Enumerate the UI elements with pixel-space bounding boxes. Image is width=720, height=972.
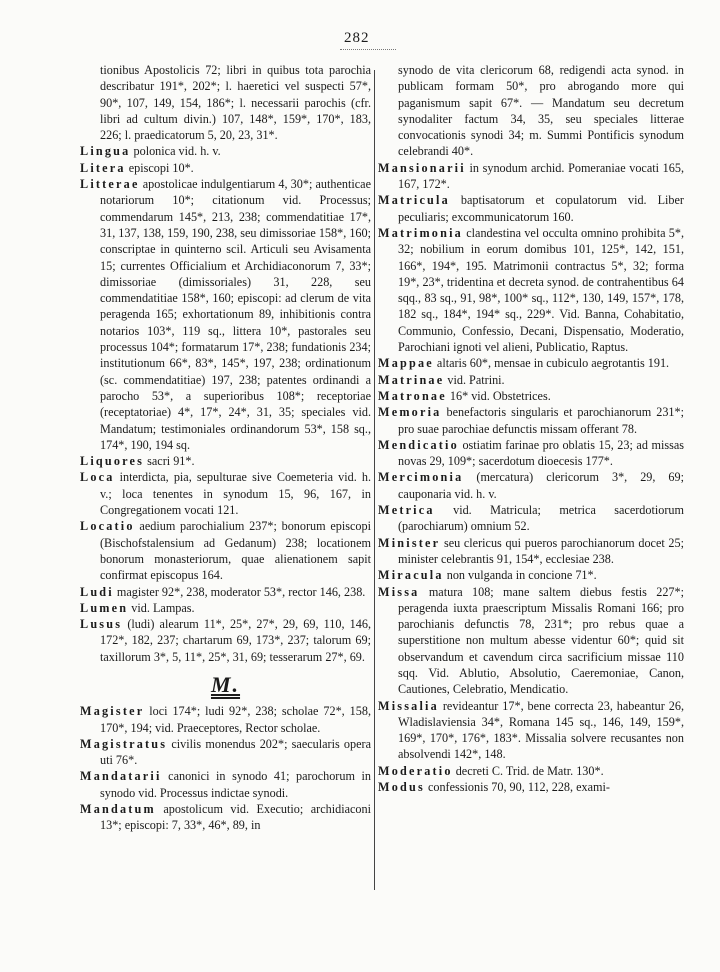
entry-text: vid. Matricula; metrica sacerdotiorum (parochiarum) omnium 52. (398, 503, 684, 534)
entry-text: 16* vid. Obstetrices. (446, 388, 551, 403)
entry-headword: Liquores (80, 454, 145, 469)
entry-text: clandestina vel occulta omnino prohibita 5*, 32; nobilium in eorum domibus 101, 125*, 142, 151, 166*, 194*, 195. Matrimonii contractus 5*, 32; forma 19*, 23*, tridentina et decreta synod. de contrahentibus 64 sqq., 83 sq., 91, 98*, 100* sq., 112*, 130, 149, 157*, 178, 182 sq., 184*, 194* sq., 229*. Vid. Banna, Cohabitatio, Communio, Confessio, Decani, Dispensatio, Moderatio, Parochiani ignoti vel alieni, Publicatio, Raptus. (398, 225, 684, 355)
entry-headword: Mandatarii (80, 769, 162, 784)
entry-headword: Metrica (378, 503, 435, 518)
index-entry (80, 736, 371, 769)
index-entry-continuation: synodo de vita clericorum 68, redigendi acta synod. in publicam formam 50*, pro abrogando more qui paganismum sapit 67*. — Mandatum seu decretum synodaliter factum 34, 35, seu speciales litterae convocationis synodi 34; m. Summi Pontificis synodum celebrandi 40*. (398, 63, 684, 159)
index-entry (378, 567, 684, 583)
entry-text: aedium parochialium 237*; bonorum episcopi (Bischofstalensium ad Gedanum) 238; locationem bonorum monasteriorum, quae alienationem sapit confirmat episcopus 164. (100, 519, 371, 583)
index-entry (80, 768, 371, 801)
page-number: 282 (344, 30, 370, 46)
index-entry (378, 160, 684, 193)
entry-headword: Matrimonia (378, 225, 463, 240)
entry-headword: Locatio (80, 519, 135, 534)
entry-text: apostolicae indulgentiarum 4, 30*; authenticae notariorum 10*; citationum vid. Processus; commendarum 145*, 213, 238; commendatitiae 17*, 31, 137, 138, 159, 190, 238, seu dimissoriae 158*, 160; conscriptae in quinterno scil. Articuli seu Avisamenta 15; currentes Officialium et Archidiaconorum 7, 33*; dimissoriae (dimissoriales) 31, 228, seu commendatitiae 158*, 160; episcopi: ad clerum de vita peragenda 165; exhortationum 89, inhibitionis contra notarios 103*, 119 sq., littera 10*, pastorales seu processus 104*; formatarum 17*, 238; fundationis 234; institutionum 66*, 83*, 145*, 197, 238; ordinationum (sc. commendatitiae) 197, 238; patentes ordinandi a parocho 53*, a superioribus 108*; receptoriae (receptatoriae) 4*, 17*, 24*, 31, 35; speciales vid. Mandatum; testimoniales ordinandorum 53*, 158 sq., 174*, 190, 194 sq. (100, 177, 371, 452)
index-entry (378, 779, 684, 795)
index-entry (80, 600, 371, 616)
entry-headword: Miracula (378, 568, 444, 583)
entry-headword: Mercimonia (378, 470, 464, 485)
entry-text: seu clericus qui pueros parochianorum docet 25; minister celebrantis 91, 154*, ecclesiae 238. (398, 535, 684, 566)
entry-headword: Lusus (80, 617, 123, 632)
index-entry (378, 763, 684, 779)
entry-headword: Mansionarii (378, 160, 466, 175)
entry-headword: Mendicatio (378, 437, 459, 452)
entry-headword: Magister (80, 704, 145, 719)
index-entry (80, 469, 371, 518)
entry-headword: Mandatum (80, 802, 156, 817)
entry-headword: Litera (80, 160, 126, 175)
entry-text: canonici in synodo 41; parochorum in synodo vid. Processus indictae synodi. (100, 769, 371, 800)
entry-text: benefactoris singularis et parochianorum 231*; pro suae parochiae defunctis missam offerant 78. (398, 405, 684, 436)
entry-text: (mercatura) clericorum 3*, 29, 69; cauponaria vid. h. v. (398, 470, 684, 501)
index-entry (80, 453, 371, 469)
index-entry (80, 518, 371, 583)
entry-text: altaris 60*, mensae in cubiculo aegrotantis 191. (433, 356, 670, 371)
entry-headword: Matronae (378, 388, 447, 403)
index-entry (378, 469, 684, 502)
index-entry (80, 176, 371, 453)
entry-text: ostiatim farinae pro oblatis 15, 23; ad missas novas 29, 109*; sacerdotum dioecesis 177*. (398, 437, 684, 469)
entry-headword: Moderatio (378, 763, 453, 778)
right-column (378, 62, 684, 795)
entry-headword: Missalia (378, 698, 439, 713)
entry-headword: Magistratus (80, 736, 168, 751)
entry-text: sacri 91*. (144, 454, 195, 469)
entry-headword: Litterae (80, 177, 140, 192)
entry-text: loci 174*; ludi 92*, 238; scholae 72*, 158, 170*, 194; vid. Praeceptores, Rector scholae. (100, 704, 371, 735)
index-entry (80, 584, 371, 600)
entry-headword: Lingua (80, 144, 131, 159)
index-entry (378, 404, 684, 437)
entry-text: matura 108; mane saltem diebus festis 227*; peragenda iuxta praescriptum Missalis Romani 166; pro parochianis defunctis 78, 231*; pro rebus quae a superstitione non multum abesse videntur 60*; quid sit observandum et cavendum circa sacrificium missae 110 sqq. Vid. Ablutio, Absolutio, Caeremoniae, Canon, Cautiones, Celebratio, Mendicatio. (398, 584, 684, 697)
entry-text: decreti C. Trid. de Matr. 130*. (452, 763, 604, 778)
index-entry (378, 698, 684, 763)
entry-text: confessionis 70, 90, 112, 228, exami- (424, 780, 610, 795)
index-entry (80, 703, 371, 736)
index-entry (378, 355, 684, 371)
entry-text: apostolicum vid. Executio; archidiaconi 13*; episcopi: 7, 33*, 46*, 89, in (100, 802, 371, 833)
entry-headword: Memoria (378, 405, 442, 420)
entry-headword: Modus (378, 780, 425, 795)
entry-text: vid. Patrini. (444, 372, 505, 387)
entry-text: interdicta, pia, sepulturae sive Coemeteria vid. h. v.; loca tenentes in synodum 15, 96, 167, in Congregationem vocati 121. (100, 470, 371, 518)
entry-text: revideantur 17*, bene correcta 23, habeantur 26, Wladislaviensia 34*, Romana 145 sq., 146, 149, 159*, 169*, 170*, 176*, 183*. Missalia solvere recusantes non absolvendi 142*, 148. (398, 698, 684, 762)
entry-headword: Missa (378, 584, 420, 599)
index-entry (378, 584, 684, 698)
entry-text: baptisatorum et copulatorum vid. Liber peculiaris; excommunicatorum 160. (398, 193, 684, 224)
entry-headword: Lumen (80, 600, 129, 615)
index-entry (80, 616, 371, 665)
entry-text: vid. Lampas. (128, 600, 195, 615)
entry-text: magister 92*, 238, moderator 53*, rector 146, 238. (113, 584, 366, 599)
index-entry-continuation: tionibus Apostolicis 72; libri in quibus tota parochia describatur 191*, 202*; l. haeretici vel suspecti 57*, 90*, 107, 149, 154, 186*; l. necessarii parochis (cfr. libri ad cultum divin.) 107, 148*, 159*, 170*, 183, 226; l. praedicatorum 5, 20, 23, 31*. (100, 63, 371, 143)
section-heading: M. (210, 671, 241, 697)
page-number-rule (340, 49, 396, 50)
index-entry (378, 192, 684, 225)
index-entry (80, 160, 371, 176)
entry-text: episcopi 10*. (125, 160, 194, 175)
column-divider (374, 70, 375, 890)
entry-headword: Matrinae (378, 372, 445, 387)
index-entry (378, 437, 684, 470)
entry-text: in synodum archid. Pomeraniae vocati 165, 167, 172*. (398, 160, 684, 192)
index-entry (378, 535, 684, 568)
entry-headword: Loca (80, 470, 115, 485)
entry-text: civilis monendus 202*; saecularis opera uti 76*. (100, 736, 371, 768)
entry-text: non vulganda in concione 71*. (443, 568, 597, 583)
entry-headword: Ludi (80, 584, 114, 599)
entry-text: (ludi) alearum 11*, 25*, 27*, 29, 69, 110, 146, 172*, 182, 237; chartarum 69, 173*, 237; talorum 69; taxillorum 3*, 5, 11*, 25*, 31, 69; tesserarum 27*, 69. (100, 617, 371, 664)
index-entry (378, 225, 684, 355)
index-entry (378, 372, 684, 388)
index-entry (80, 801, 371, 834)
entry-headword: Minister (378, 535, 441, 550)
entry-headword: Mappae (378, 356, 434, 371)
entry-headword: Matricula (378, 193, 450, 208)
index-entry (80, 143, 371, 159)
left-column (80, 62, 371, 834)
entry-text: polonica vid. h. v. (130, 144, 221, 159)
index-entry (378, 502, 684, 535)
index-entry (378, 388, 684, 404)
